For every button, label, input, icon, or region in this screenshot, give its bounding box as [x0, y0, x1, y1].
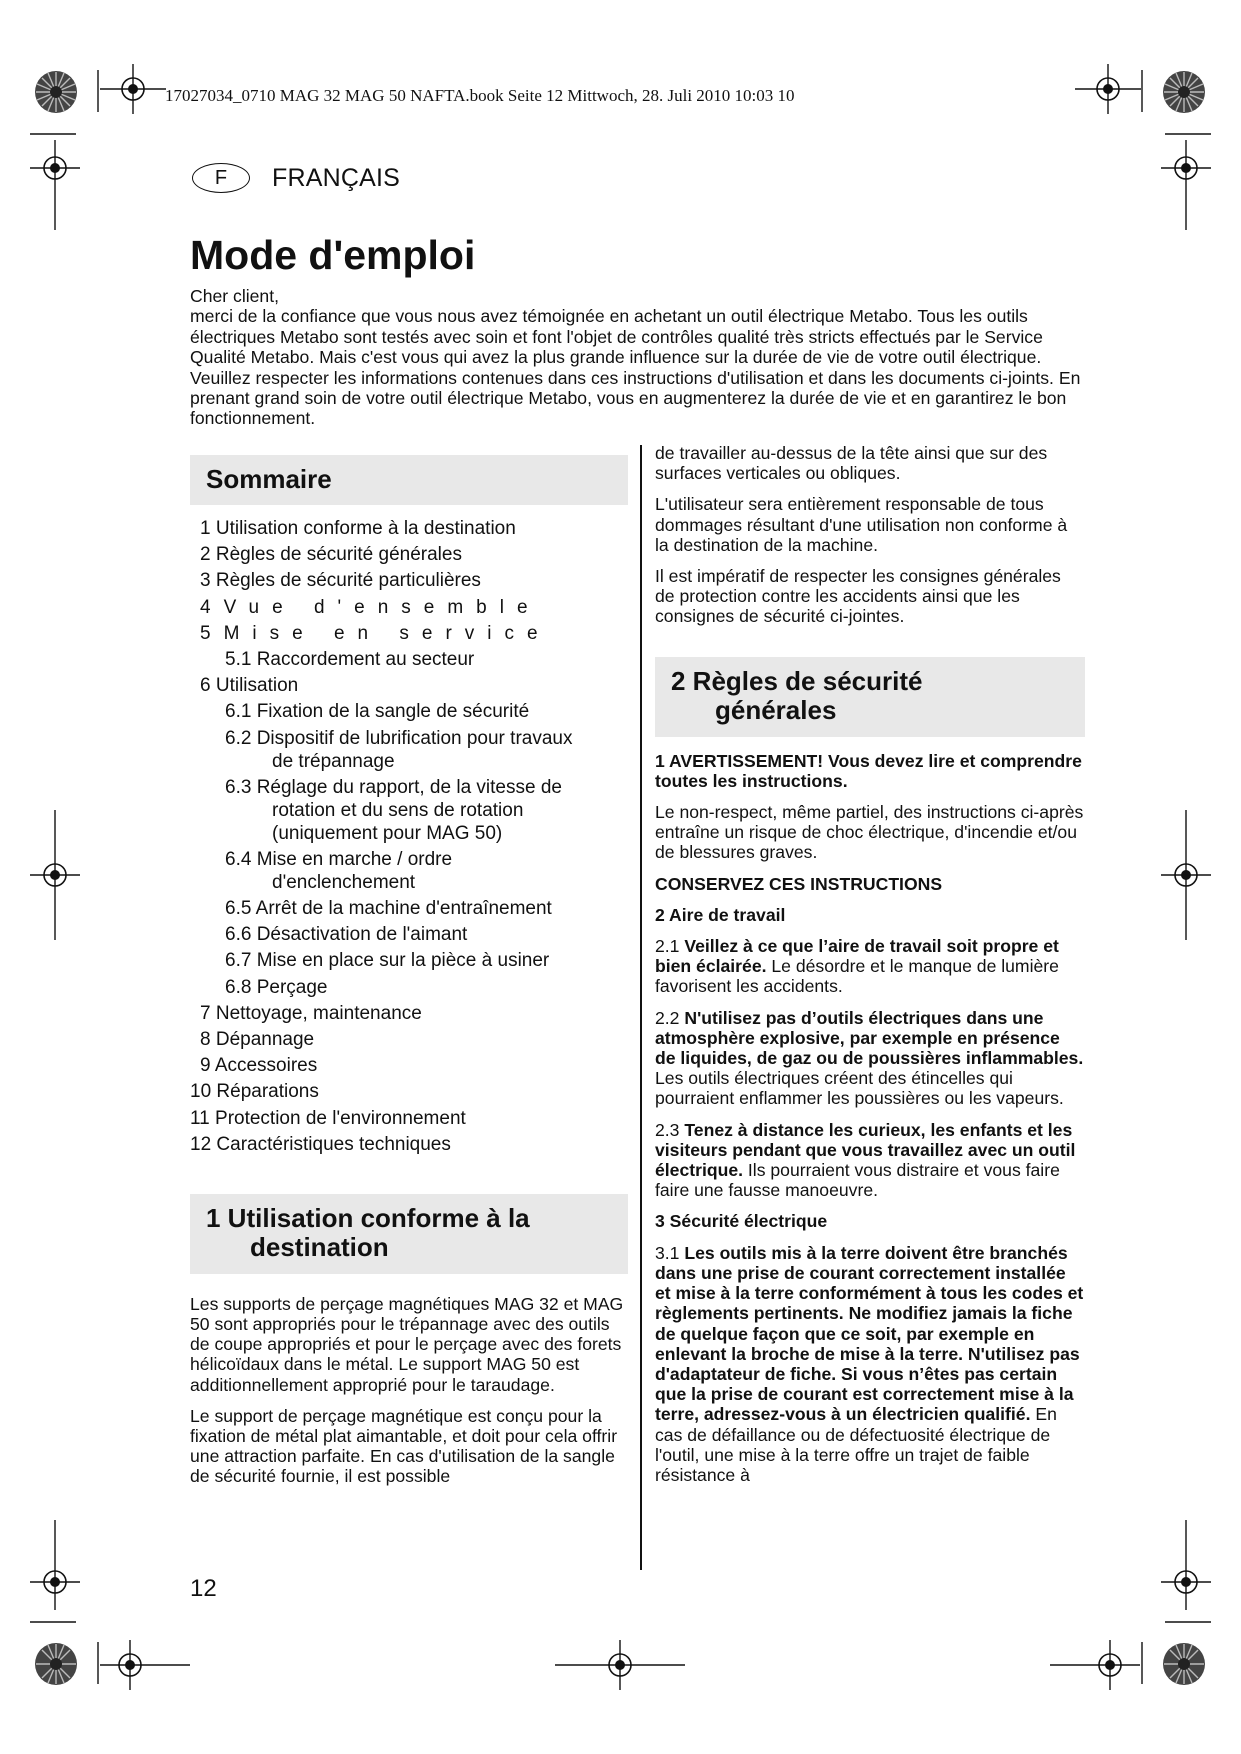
intro-greeting: Cher client, [190, 286, 279, 306]
toc-item[interactable] [190, 1002, 628, 1025]
toc-item-number: 6.4 [225, 848, 252, 870]
toc-item[interactable] [190, 848, 628, 894]
toc-item-number: 8 [200, 1029, 211, 1050]
rule-number: 2.1 [655, 936, 680, 957]
toc-item-text-continued: (uniquement pour MAG 50) [272, 822, 503, 844]
toc-item-text: Perçage [256, 976, 328, 998]
toc-item-number: 12 [190, 1133, 212, 1155]
toc-item[interactable] [190, 727, 628, 773]
toc-item-text: Caractéristiques techniques [216, 1133, 451, 1155]
toc-item-number: 5 [200, 622, 224, 644]
toc-item-number: 6.5 [225, 898, 252, 920]
toc-item-text: Dépannage [215, 1029, 315, 1050]
rule-2-3 [655, 1120, 1085, 1201]
toc-item[interactable] [190, 569, 628, 592]
rule-3-1 [655, 1243, 1085, 1485]
toc-item[interactable] [190, 1080, 628, 1103]
print-header: 17027034_0710 MAG 32 MAG 50 NAFTA.book Seite 12 Mittwoch, 28. Juli 2010 10:03 10 [165, 86, 795, 105]
intro-body: merci de la confiance que vous nous avez témoignée en achetant un outil électrique Metabo. Tous les outils électriques Metabo sont testés avec soin et font l'objet de contrôles qualité très stricts effectués par le Service Qualité Metabo. Mais c'est vous qui avez la plus grande influence sur la durée de vie de votre outil électrique. Veuillez respecter les informations contenues dans ces instructions d'utilisation et dans les documents ci-joints. En prenant grand soin de votre outil électrique Metabo, vous en augmenterez la durée de vie et en garantirez le bon fonctionnement. [190, 306, 1081, 429]
toc-item-number: 1 [200, 518, 211, 539]
toc-item[interactable] [190, 1028, 628, 1051]
toc-item-text: Désactivation de l'aimant [256, 924, 468, 946]
toc-item-number: 4 [200, 596, 224, 618]
toc-item[interactable] [190, 1054, 628, 1077]
toc-item-text-continued: de trépannage [272, 750, 395, 772]
toc-item[interactable] [190, 622, 628, 645]
securite-heading: 3 Sécurité électrique [655, 1211, 828, 1232]
toc-item-number: 6.8 [225, 976, 252, 998]
toc-item[interactable] [190, 1133, 628, 1156]
rule-text: Ils pourraient vous distraire et vous faire faire une fausse manoeuvre. [655, 1160, 1060, 1201]
toc-item[interactable] [190, 674, 628, 697]
rule-number: 2.3 [655, 1119, 680, 1140]
toc-item-text: Utilisation conforme à la destination [215, 518, 516, 539]
toc-item-number: 3 [200, 570, 211, 592]
rule-text: Le désordre et le manque de lumière favorisent les accidents. [655, 956, 1059, 997]
language-code-badge: F [192, 163, 250, 193]
toc-item-number: 6.3 [225, 776, 252, 798]
toc-item-text: Vue d'ensemble [223, 596, 541, 618]
rule-text: En cas de défaillance ou de défectuosité électrique de l'outil, une mise à la terre offre un trajet de faible résistance à [655, 1404, 1057, 1485]
right-paragraph: Il est impératif de respecter les consignes générales de protection contre les accidents ainsi que les consignes de sécurité ci-jointes. [655, 566, 1061, 627]
table-of-contents [190, 517, 628, 1156]
toc-heading: Sommaire [190, 455, 628, 505]
section-1-heading [190, 1194, 628, 1274]
toc-item-text: Utilisation [215, 675, 299, 697]
language-name: FRANÇAIS [272, 163, 401, 192]
conservez-heading: CONSERVEZ CES INSTRUCTIONS [655, 873, 943, 894]
toc-item-text: Règles de sécurité générales [215, 544, 462, 566]
toc-item[interactable] [190, 543, 628, 566]
toc-item-text: Arrêt de la machine d'entraînement [255, 898, 552, 920]
toc-item[interactable] [190, 700, 628, 723]
toc-item-number: 6.6 [225, 924, 252, 946]
toc-item-text: Règles de sécurité particulières [215, 570, 481, 592]
rule-bold-text: Les outils mis à la terre doivent être branchés dans une prise de courant correctement installée et mise à la terre conformément à tous les codes et règlements pertinents. Ne modifiez jamais la fiche de quelque façon que ce soit, par exemple en enlevant la broche de mise à la terre. N'utilisez pas d'adaptateur de fiche. Si vous n’êtes pas certain que la prise de courant est correctement mise à la terre, adressez-vous à un électricien qualifié. [655, 1242, 1084, 1425]
page-number: 12 [190, 1575, 217, 1602]
toc-item[interactable] [190, 517, 628, 540]
toc-item-number: 6.1 [225, 701, 252, 723]
toc-item-text-continued: rotation et du sens de rotation [272, 799, 524, 821]
toc-item-text: Réglage du rapport, de la vitesse de [256, 776, 562, 798]
toc-item-number: 6.7 [225, 950, 252, 972]
toc-item[interactable] [190, 596, 628, 619]
rule-bold-text: Tenez à distance les curieux, les enfants et les visiteurs pendant que vous travaillez avec un outil électrique. [655, 1119, 1076, 1181]
toc-item-text: Réparations [216, 1081, 319, 1103]
toc-item-text: Nettoyage, maintenance [215, 1002, 422, 1024]
right-paragraph: Le non-respect, même partiel, des instructions ci-après entraîne un risque de choc électrique, d'incendie et/ou de blessures graves. [655, 802, 1084, 863]
left-column [190, 455, 628, 1498]
column-divider [640, 445, 642, 1570]
rule-number: 3.1 [655, 1242, 680, 1263]
right-column [655, 443, 1085, 1496]
toc-item[interactable] [190, 897, 628, 920]
right-paragraph: L'utilisateur sera entièrement responsable de tous dommages résultant d'une utilisation non conforme à la destination de la machine. [655, 494, 1068, 555]
toc-item-text: Accessoires [214, 1055, 318, 1077]
rule-2-2 [655, 1008, 1085, 1109]
rule-number: 2.2 [655, 1007, 680, 1028]
rule-bold-text: N'utilisez pas d’outils électriques dans une atmosphère explosive, par exemple en présence de liquides, de gaz ou de poussières inflammables. [655, 1007, 1084, 1069]
toc-item-number: 6.2 [225, 727, 252, 749]
right-paragraph: de travailler au-dessus de la tête ainsi que sur des surfaces verticales ou obliques. [655, 443, 1048, 484]
toc-item-text: Mise en marche / ordre [256, 848, 453, 870]
toc-item[interactable] [190, 648, 628, 671]
toc-item-text: Mise en place sur la pièce à usiner [256, 950, 550, 972]
toc-item[interactable] [190, 1107, 628, 1130]
toc-item-number: 6 [200, 675, 211, 697]
section-1-heading-line2: destination [250, 1231, 389, 1262]
toc-item-number: 9 [200, 1055, 211, 1077]
rule-text: Les outils électriques créent des étincelles qui pourraient enflammer les poussières ou les vapeurs. [655, 1068, 1064, 1109]
rule-2-1 [655, 936, 1085, 997]
toc-item[interactable] [190, 949, 628, 972]
toc-item-number: 11 [190, 1107, 210, 1129]
toc-item[interactable] [190, 976, 628, 999]
toc-item-number: 7 [200, 1002, 211, 1024]
toc-item-text-continued: d'enclenchement [272, 871, 416, 893]
aire-heading: 2 Aire de travail [655, 904, 786, 925]
toc-item-number: 10 [190, 1081, 212, 1103]
toc-item-text: Dispositif de lubrification pour travaux [256, 727, 573, 749]
toc-item-number: 2 [200, 544, 211, 566]
language-marker [192, 163, 400, 193]
toc-item[interactable] [190, 776, 628, 845]
section-2-heading [655, 657, 1085, 737]
toc-item-number: 5.1 [225, 648, 252, 670]
page-title: Mode d'emploi [190, 232, 476, 278]
toc-item-text: Fixation de la sangle de sécurité [256, 701, 530, 723]
warning-text: 1 AVERTISSEMENT! Vous devez lire et comprendre toutes les instructions. [655, 750, 1082, 791]
toc-item[interactable] [190, 923, 628, 946]
toc-item-text: Mise en service [223, 622, 551, 644]
section-2-heading-line1: 2 Règles de sécurité [671, 665, 923, 696]
section-1-paragraph: Le support de perçage magnétique est conçu pour la fixation de métal plat aimantable, et doit pour cela offrir une attraction parfaite. En cas d'utilisation de la sangle de sécurité fournie, il est possible [190, 1405, 618, 1487]
section-1-paragraph: Les supports de perçage magnétiques MAG 32 et MAG 50 sont appropriés pour le trépannage avec des outils de coupe appropriés et pour le perçage avec des forets hélicoïdaux dans le métal. Le support MAG 50 est additionnellement approprié pour le taraudage. [190, 1293, 624, 1395]
toc-item-text: Protection de l'environnement [215, 1107, 466, 1129]
rule-bold-text: Veillez à ce que l’aire de travail soit propre et bien éclairée. [655, 936, 1059, 977]
section-2-heading-line2: générales [715, 694, 837, 725]
intro [190, 286, 1090, 429]
toc-item-text: Raccordement au secteur [256, 648, 475, 670]
section-1-heading-line1: 1 Utilisation conforme à la [206, 1202, 530, 1233]
